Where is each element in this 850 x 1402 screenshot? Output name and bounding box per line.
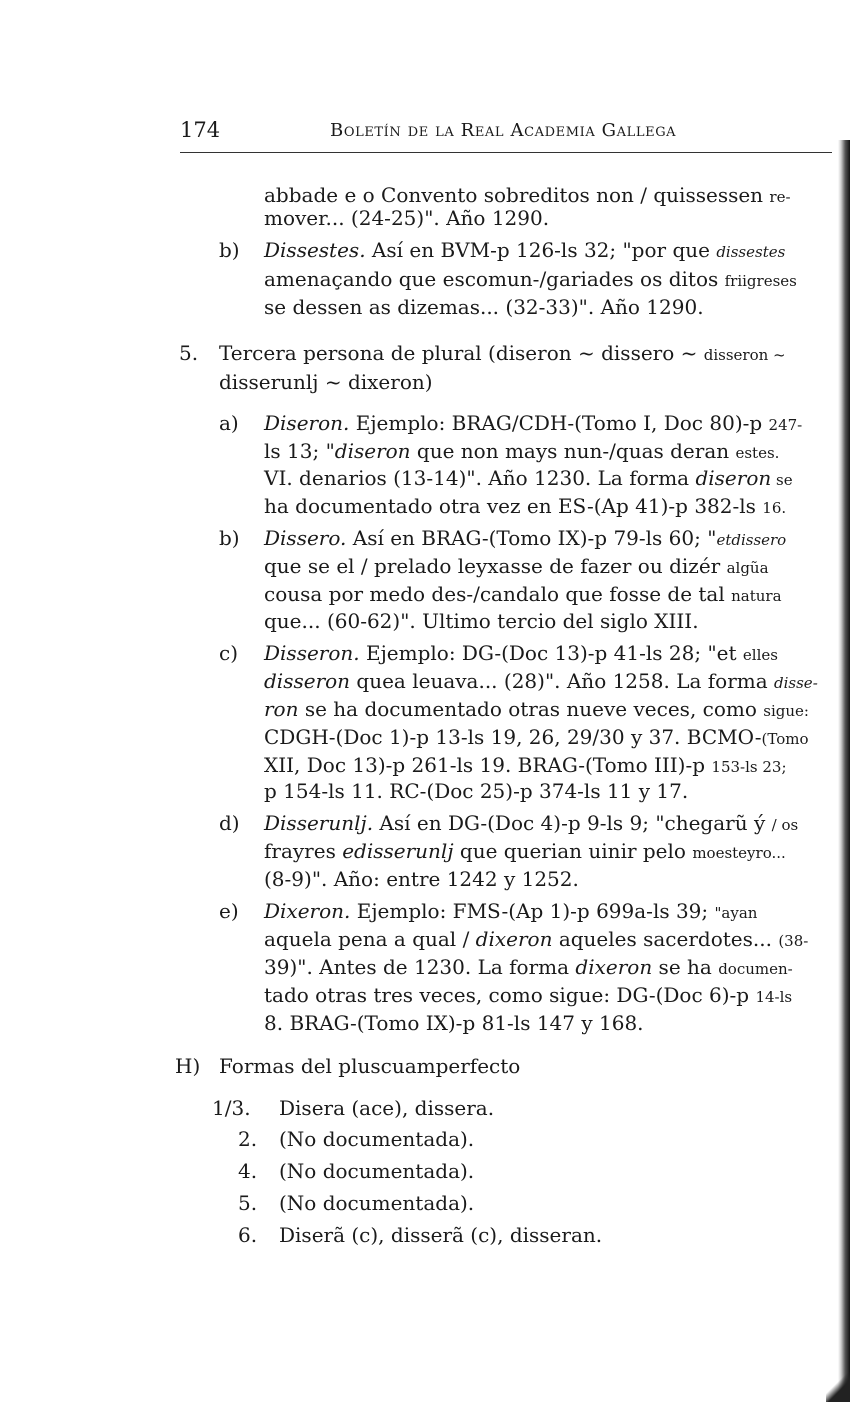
scan-edge-corner <box>826 1372 850 1402</box>
text-line: Diseron. Ejemplo: BRAG/CDH-(Tomo I, Doc 80)-p 247- <box>264 411 803 435</box>
text-line: frayres edisserunlj que querian uinir pelo moesteyro... <box>264 839 786 863</box>
section-marker: 5. <box>179 341 199 365</box>
text-line: Tercera persona de plural (diseron ~ dissero ~ disseron ~ <box>219 341 786 365</box>
running-title: Boletín de la Real Academia Gallega <box>330 120 677 141</box>
list-item: (No documentada). <box>279 1159 475 1183</box>
text-line: Dixeron. Ejemplo: FMS-(Ap 1)-p 699a-ls 39; "ayan <box>264 899 758 923</box>
list-marker: a) <box>219 411 239 435</box>
text-line: que se el / prelado leyxasse de fazer ou dizér algũa <box>264 554 769 578</box>
text-line: ron se ha documentado otras nueve veces, como sigue: <box>264 697 809 721</box>
list-item: (No documentada). <box>279 1127 475 1151</box>
text-line: 8. BRAG-(Tomo IX)-p 81-ls 147 y 168. <box>264 1011 644 1035</box>
list-item: (No documentada). <box>279 1191 475 1215</box>
text-line: abbade e o Convento sobreditos non / quissessen re- <box>264 183 791 207</box>
text-line: se dessen as dizemas... (32-33)". Año 1290. <box>264 295 704 319</box>
text-line: Dissero. Así en BRAG-(Tomo IX)-p 79-ls 60; "etdissero <box>264 526 787 550</box>
list-marker: b) <box>219 238 240 262</box>
text-line: ls 13; "diseron que non mays nun-/quas deran estes. <box>264 439 780 463</box>
text-line: cousa por medo des-/candalo que fosse de tal natura <box>264 582 782 606</box>
text-line: disseron quea leuava... (28)". Año 1258. La forma disse- <box>264 669 818 693</box>
text-line: XII, Doc 13)-p 261-ls 19. BRAG-(Tomo III)-p 153-ls 23; <box>264 753 787 777</box>
list-number: 4. <box>238 1159 258 1183</box>
text-line: ha documentado otra vez en ES-(Ap 41)-p 382-ls 16. <box>264 494 787 518</box>
list-marker: e) <box>219 899 239 923</box>
list-item: Disera (ace), dissera. <box>279 1096 495 1120</box>
text-line: Disserunlj. Así en DG-(Doc 4)-p 9-ls 9; "chegarũ ý / os <box>264 811 799 835</box>
list-marker: d) <box>219 811 240 835</box>
list-marker: c) <box>219 641 239 665</box>
header-rule <box>180 152 832 153</box>
text-line: tado otras tres veces, como sigue: DG-(Doc 6)-p 14-ls <box>264 983 793 1007</box>
text-line: mover... (24-25)". Año 1290. <box>264 206 550 230</box>
text-line: amenaçando que escomun-/gariades os ditos friigreses <box>264 267 797 291</box>
list-number: 1/3. <box>212 1096 251 1120</box>
list-marker: b) <box>219 526 240 550</box>
text-line: (8-9)". Año: entre 1242 y 1252. <box>264 867 579 891</box>
page-number: 174 <box>180 118 221 142</box>
text-line: aquela pena a qual / dixeron aqueles sacerdotes... (38- <box>264 927 809 951</box>
text-line: VI. denarios (13-14)". Año 1230. La forma diseron se <box>264 466 793 490</box>
list-number: 2. <box>238 1127 258 1151</box>
list-number: 6. <box>238 1223 258 1247</box>
text-line: Dissestes. Así en BVM-p 126-ls 32; "por que dissestes <box>264 238 786 262</box>
text-line: que... (60-62)". Ultimo tercio del siglo XIII. <box>264 609 699 633</box>
scan-edge-shadow <box>838 140 850 1402</box>
page-header <box>180 118 832 152</box>
list-item: Diserã (c), disserã (c), disseran. <box>279 1223 603 1247</box>
section-heading: Formas del pluscuamperfecto <box>219 1054 521 1078</box>
text-line: 39)". Antes de 1230. La forma dixeron se ha documen- <box>264 955 793 979</box>
list-number: 5. <box>238 1191 258 1215</box>
text-line: CDGH-(Doc 1)-p 13-ls 19, 26, 29/30 y 37. BCMO-(Tomo <box>264 725 809 749</box>
section-marker: H) <box>175 1054 201 1078</box>
text-line: Disseron. Ejemplo: DG-(Doc 13)-p 41-ls 28; "et elles <box>264 641 778 665</box>
text-line: p 154-ls 11. RC-(Doc 25)-p 374-ls 11 y 17. <box>264 779 689 803</box>
text-line: disserunlj ~ dixeron) <box>219 370 433 394</box>
